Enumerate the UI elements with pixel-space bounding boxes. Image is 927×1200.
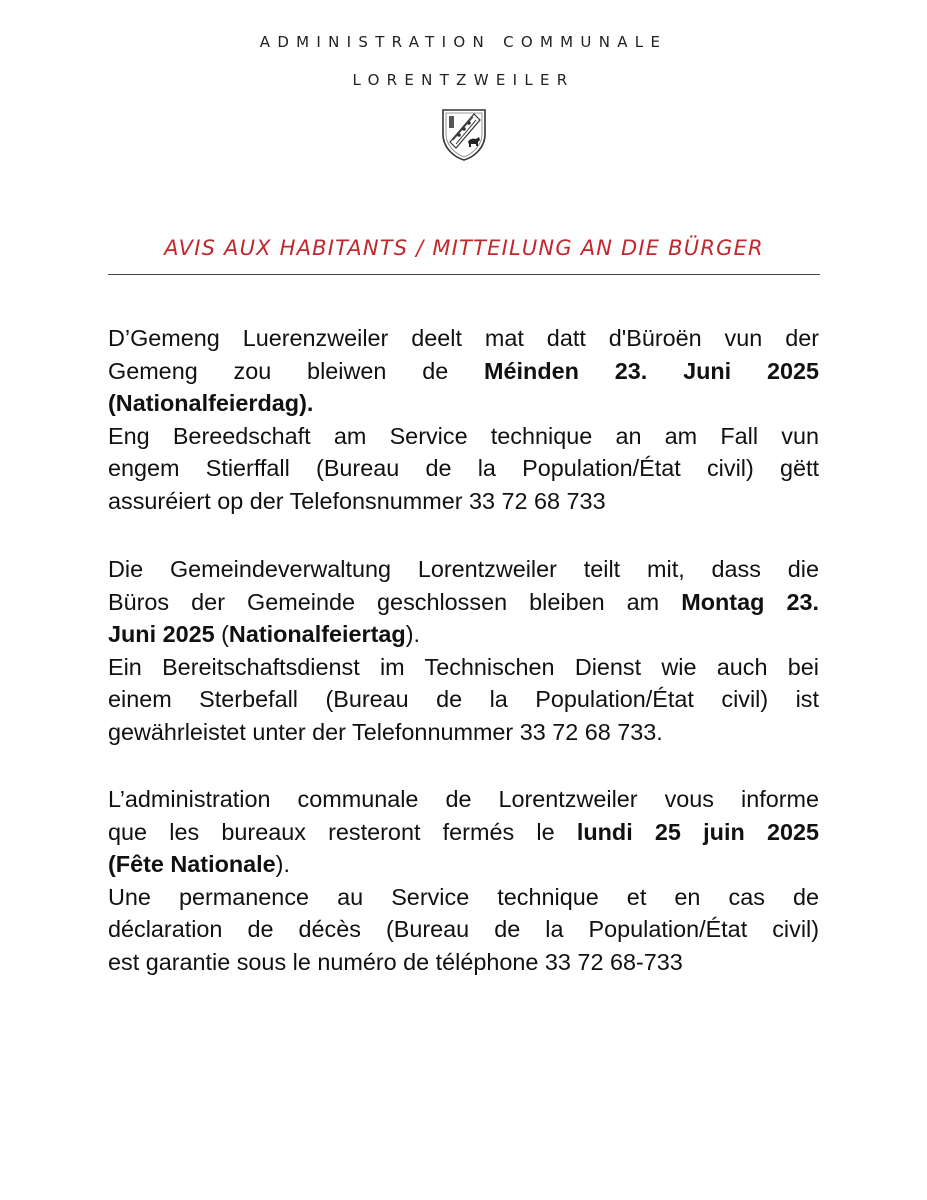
text-line: (Fête Nationale). (108, 851, 290, 877)
phone-line: gewährleistet unter der Telefonnummer 33 72 68 733. (108, 718, 663, 745)
text-line: Eng Bereedschaft am Service technique an am Fall vun (108, 422, 819, 449)
closing-date: Montag 23. (681, 588, 819, 615)
phone-line: est garantie sous le numéro de téléphone 33 72 68-733 (108, 948, 683, 975)
holiday-name: Nationalfeierdag (115, 390, 300, 416)
coat-of-arms-icon (440, 106, 488, 162)
notice-french (108, 783, 819, 978)
header-commune-name: LORENTZWEILER (352, 71, 575, 89)
notice-german (108, 553, 819, 748)
text-line: Die Gemeindeverwaltung Lorentzweiler teilt mit, dass die (108, 556, 819, 582)
header-administration: ADMINISTRATION COMMUNALE (259, 33, 668, 51)
text-line: Büros der Gemeinde geschlossen bleiben am Montag 23. (108, 588, 819, 615)
phone-line: assuréiert op der Telefonsnummer 33 72 68 733 (108, 487, 606, 514)
text-line: einem Sterbefall (Bureau de la Population/État civil) ist (108, 686, 819, 712)
closing-date: lundi 25 juin 2025 (576, 818, 819, 845)
text-line: déclaration de décès (Bureau de la Population/État civil) (108, 916, 819, 942)
text-line: Une permanence au Service technique et en cas de (108, 883, 819, 910)
closing-date: Méinden 23. Juni 2025 (484, 357, 819, 384)
title-divider (108, 274, 820, 275)
text-line: Ein Bereitschaftsdienst im Technischen Dienst wie auch bei (108, 653, 819, 680)
text-line: (Nationalfeierdag). (108, 390, 314, 416)
notice-luxembourgish (108, 322, 819, 517)
text-line: que les bureaux resteront fermés le lundi 25 juin 2025 (108, 818, 819, 845)
text-line: Juni 2025 (Nationalfeiertag). (108, 621, 420, 647)
text-line: Gemeng zou bleiwen de Méinden 23. Juni 2025 (108, 357, 819, 384)
holiday-name: Fête Nationale (115, 851, 276, 877)
text-line: engem Stierffall (Bureau de la Population/État civil) gëtt (108, 455, 819, 481)
text-line: L’administration communale de Lorentzweiler vous informe (108, 786, 819, 812)
text-line: D’Gemeng Luerenzweiler deelt mat datt d'Büroën vun der (108, 325, 819, 351)
notice-title: AVIS AUX HABITANTS / MITTEILUNG AN DIE BÜRGER (164, 236, 764, 260)
holiday-name: Nationalfeiertag (228, 621, 406, 647)
